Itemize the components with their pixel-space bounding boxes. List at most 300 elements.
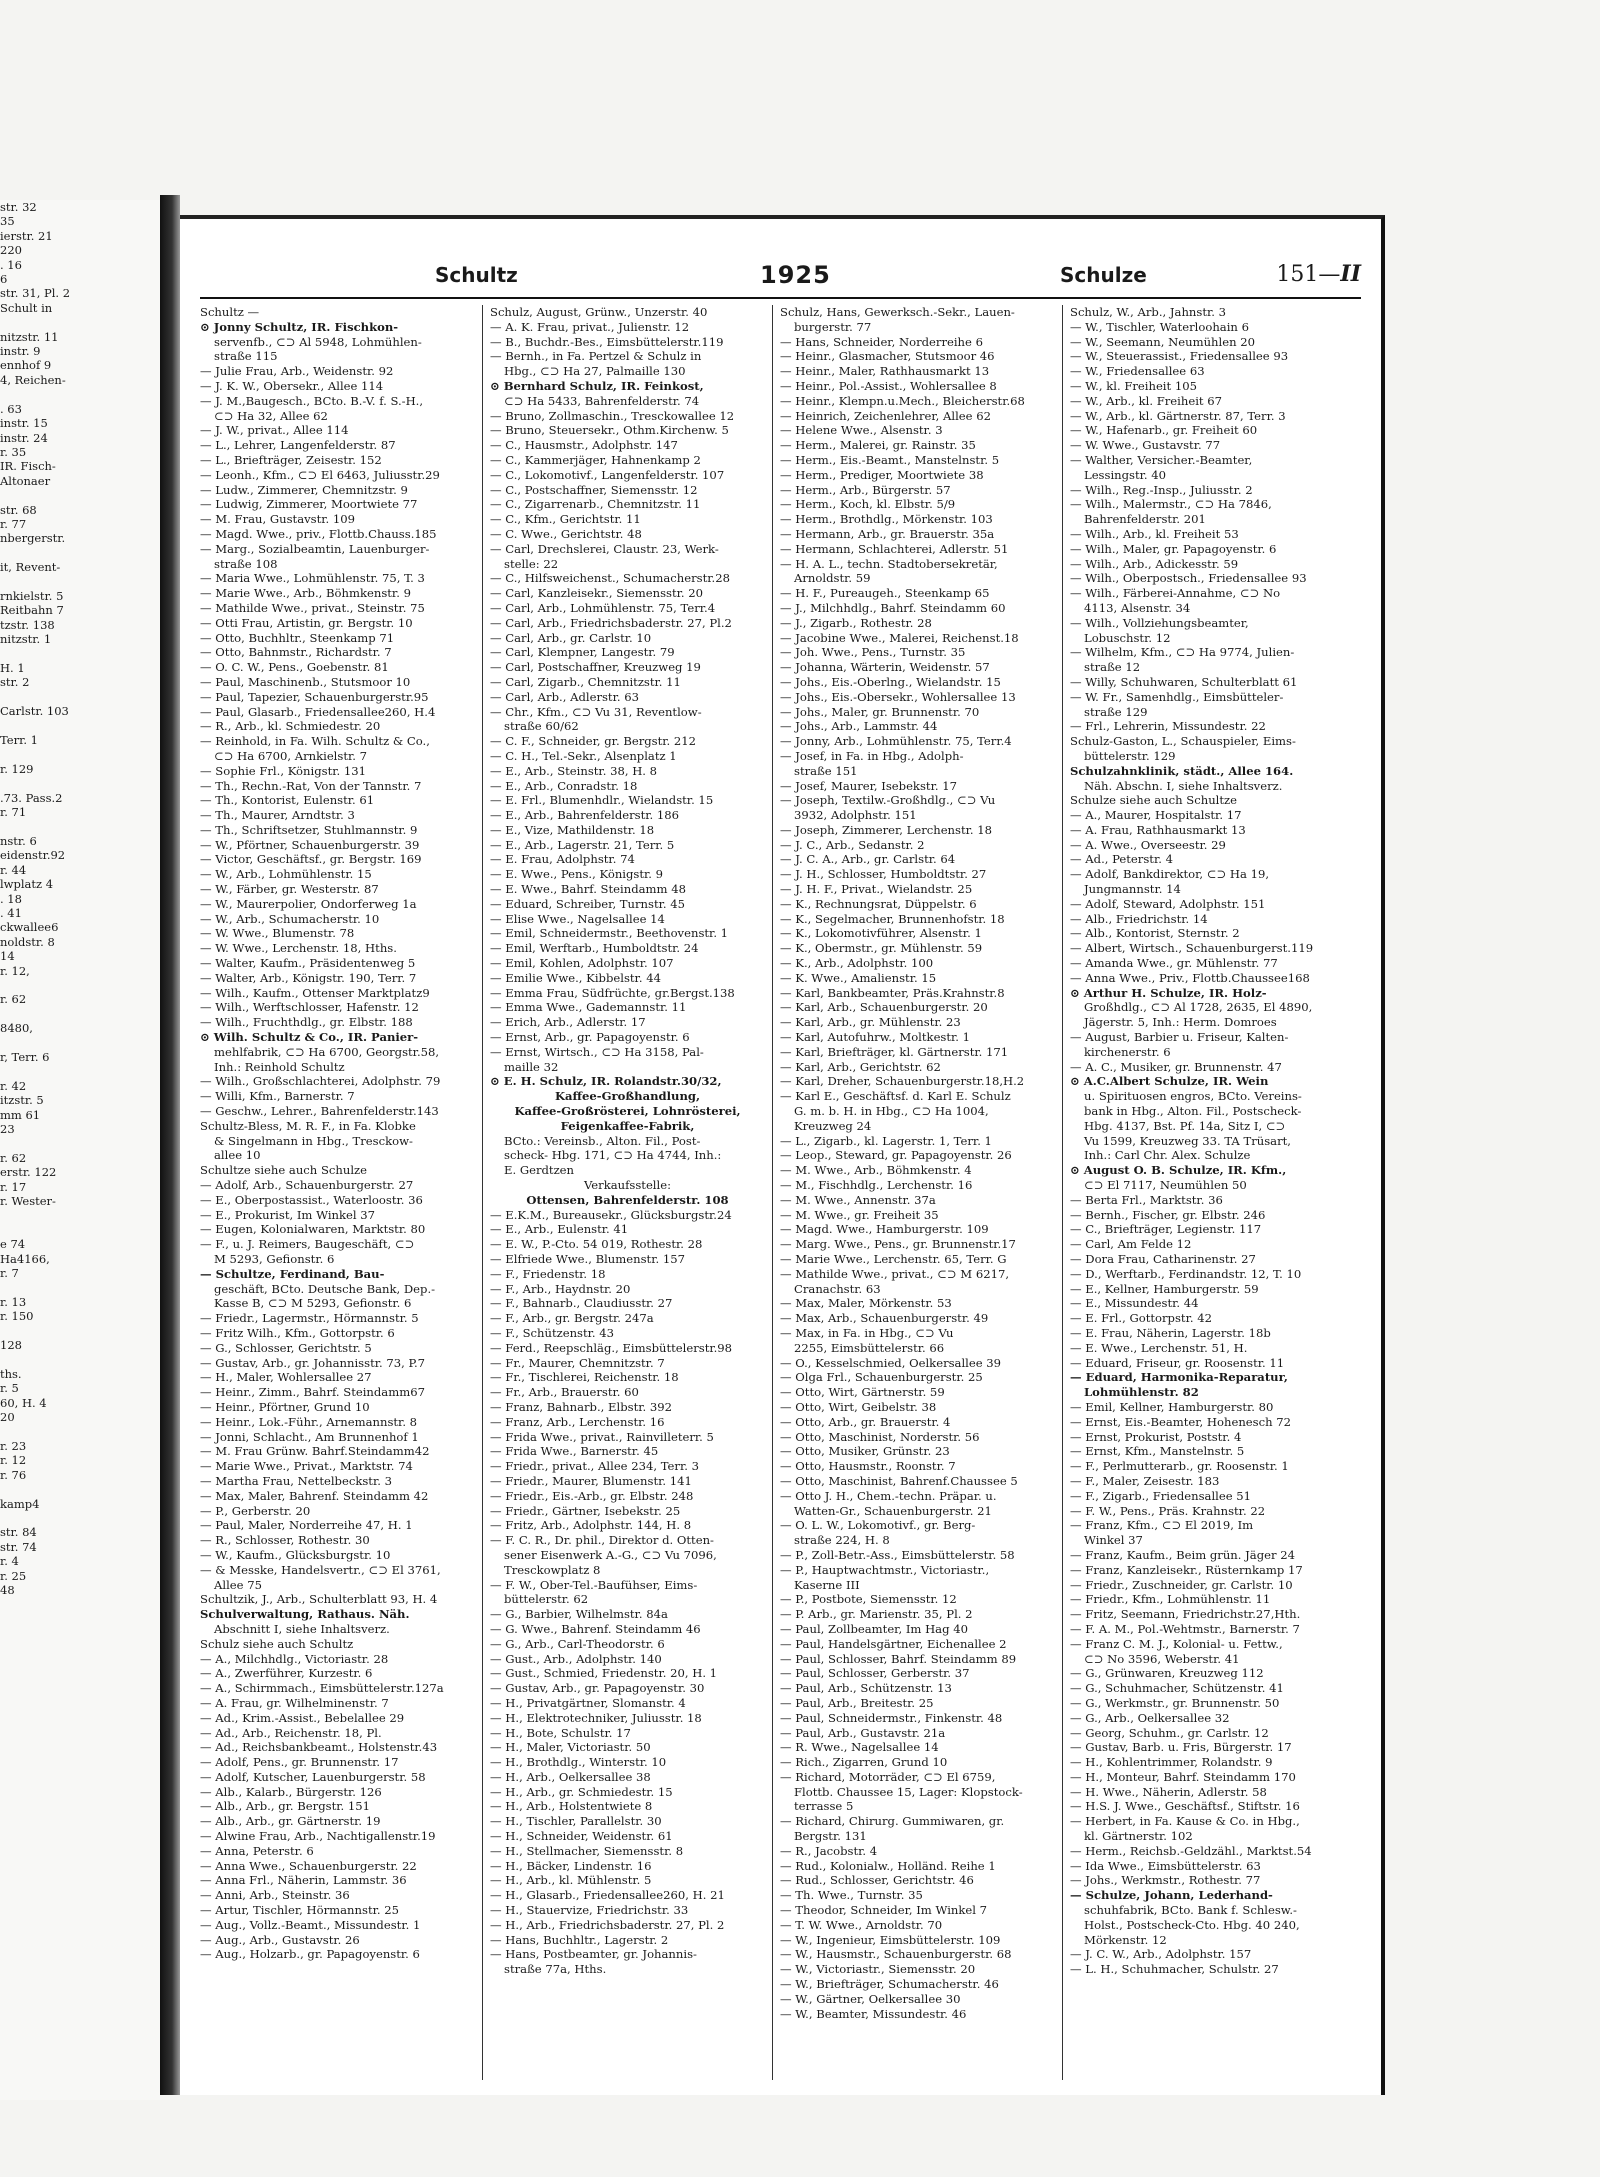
directory-entry: — Wilh., Werftschlosser, Hafenstr. 12 [200,1000,419,1015]
directory-entry: — M. Wwe., gr. Freiheit 35 [780,1207,939,1222]
directory-entry: allee 10 [214,1148,261,1163]
directory-entry: Kaffee-Großrösterei, Lohnrösterei, [514,1104,741,1119]
directory-entry: M 5293, Gefionstr. 6 [214,1252,335,1266]
directory-entry: — H., Arb., Oelkersallee 38 [490,1769,651,1784]
directory-entry: — Wilh., Oberpostsch., Friedensallee 93 [1070,571,1307,586]
directory-entry: — O. C. W., Pens., Goebenstr. 81 [200,660,389,675]
left-page-line: Altonaer [0,473,51,488]
directory-entry: — Joseph, Textilw.-Großhdlg., ⊂⊃ Vu [780,793,996,808]
directory-entry: sener Eisenwerk A.-G., ⊂⊃ Vu 7096, [504,1547,717,1562]
directory-entry: — Friedr., Lagermstr., Hörmannstr. 5 [200,1311,419,1326]
directory-entry: — G., Schlosser, Gerichtstr. 5 [200,1340,372,1355]
directory-entry: — Frida Wwe., privat., Rainvilleterr. 5 [490,1429,714,1444]
left-page-line: eidenstr.92 [0,848,66,863]
directory-entry: — Paul, Arb., Breitestr. 25 [780,1695,934,1710]
directory-entry: — T. W. Wwe., Arnoldstr. 70 [780,1917,943,1932]
directory-entry: Abschnitt I, siehe Inhaltsverz. [214,1621,390,1636]
directory-entry: — Friedr., Maurer, Blumenstr. 141 [490,1473,692,1488]
directory-entry: 4113, Alsenstr. 34 [1084,600,1191,615]
directory-entry: ⊙ E. H. Schulz, IR. Rolandstr.30/32, [490,1074,722,1089]
directory-entry: — Ida Wwe., Eimsbüttelerstr. 63 [1070,1858,1261,1873]
directory-entry: — Hermann, Arb., gr. Brauerstr. 35a [780,526,995,541]
directory-entry: — H. Wwe., Näherin, Adlerstr. 58 [1070,1784,1267,1799]
book-gutter [160,195,180,2095]
left-page-line: str. 32 [0,200,37,214]
directory-entry: — J., Milchhdlg., Bahrf. Steindamm 60 [780,600,1006,615]
left-page-line [0,1064,160,1078]
directory-entry: — C., Hausmstr., Adolphstr. 147 [490,438,678,453]
directory-entry: Näh. Abschn. I, siehe Inhaltsverz. [1084,778,1283,793]
directory-entry: — Carl, Drechslerei, Claustr. 23, Werk- [490,541,719,556]
directory-entry: — M., Fischhdlg., Lerchenstr. 16 [780,1178,973,1193]
directory-entry: — K., Segelmacher, Brunnenhofstr. 18 [780,911,1005,926]
left-page-line [0,387,160,401]
directory-entry: — August, Barbier u. Friseur, Kalten- [1070,1030,1289,1045]
directory-entry: — E., Arb., Bahrenfelderstr. 186 [490,808,680,823]
directory-entry: — Wilh., Arb., Adickesstr. 59 [1070,556,1239,571]
left-page-line: r. 62 [0,992,27,1007]
directory-entry: — R. Wwe., Nagelsallee 14 [780,1740,939,1755]
directory-entry: — W., Briefträger, Schumacherstr. 46 [780,1977,999,1992]
directory-entry: — Dora Frau, Catharinenstr. 27 [1070,1252,1256,1266]
directory-entry: — Wilh., Kaufm., Ottenser Marktplatz9 [200,985,430,1000]
directory-entry: — W., Hafenarb., gr. Freiheit 60 [1070,423,1258,438]
directory-entry: — E. Wwe., Lerchenstr. 51, H. [1070,1340,1248,1355]
directory-entry: — Mathilde Wwe., privat., ⊂⊃ M 6217, [780,1266,1010,1281]
directory-entry: — Heinr., Klempn.u.Mech., Bleicherstr.68 [780,393,1025,408]
left-page-line: r. 13 [0,1294,27,1309]
directory-entry: — Geschw., Lehrer., Bahrenfelderstr.143 [200,1104,439,1119]
directory-entry: — Frida Wwe., Barnerstr. 45 [490,1444,659,1459]
left-page-line: 4, Reichen- [0,372,66,387]
directory-entry: — Bruno, Steuersekr., Othm.Kirchenw. 5 [490,423,729,438]
directory-entry: Schulz, Hans, Gewerksch.-Sekr., Lauen- [780,305,1015,319]
directory-entry: — W., kl. Freiheit 105 [1070,378,1197,393]
left-page-line: r. 76 [0,1467,27,1482]
left-page-line [0,1280,160,1294]
directory-entry: — Carl, Arb., gr. Carlstr. 10 [490,630,652,645]
directory-entry: — Otto, Maschinist, Bahrenf.Chaussee 5 [780,1473,1018,1488]
directory-entry: — Ernst, Prokurist, Poststr. 4 [1070,1429,1242,1444]
directory-entry: — Paul, Maler, Norderreihe 47, H. 1 [200,1518,413,1533]
directory-entry: — Eduard, Friseur, gr. Roosenstr. 11 [1070,1355,1285,1370]
directory-entry: — Otto, Bahnmstr., Richardstr. 7 [200,645,392,660]
directory-entry: — E., Arb., Eulenstr. 41 [490,1222,629,1237]
directory-entry: & Singelmann in Hbg., Tresckow- [214,1133,413,1148]
directory-entry: — J. H. F., Privat., Wielandstr. 25 [780,882,973,897]
left-page-line: ths. [0,1366,22,1381]
directory-entry: — Johanna, Wärterin, Weidenstr. 57 [780,660,990,675]
directory-entry: — Johs., Eis.-Obersekr., Wohlersallee 13 [780,689,1016,704]
left-page-line [0,690,160,704]
directory-entry: straße 151 [794,763,858,778]
directory-entry: — Julie Frau, Arb., Weidenstr. 92 [200,364,394,379]
page-number: 151—II [1276,261,1361,287]
directory-entry: — Gustav, Arb., gr. Johannisstr. 73, P.7 [200,1355,426,1370]
directory-entry: Schulz, August, Grünw., Unzerstr. 40 [490,305,708,319]
adjacent-left-page [0,200,170,2100]
left-page-line: r. 12 [0,1453,27,1468]
directory-entry: — Johs., Maler, gr. Brunnenstr. 70 [780,704,980,719]
directory-entry: — Frl., Lehrerin, Missundestr. 22 [1070,719,1266,734]
directory-entry: Jägerstr. 5, Inh.: Herm. Domroes [1084,1015,1277,1030]
directory-entry: — Amanda Wwe., gr. Mühlenstr. 77 [1070,956,1278,971]
left-page-line: ckwallee6 [0,920,59,935]
directory-entry: — Eduard, Harmonika-Reparatur, [1070,1370,1288,1385]
directory-entry: — Paul, Schlosser, Bahrf. Steindamm 89 [780,1651,1017,1666]
directory-entry: — Paul, Maschinenb., Stutsmoor 10 [200,674,411,689]
left-page-line: r. Wester- [0,1194,56,1209]
directory-entry: — Rich., Zigarren, Grund 10 [780,1755,948,1770]
directory-entry: — Joseph, Zimmerer, Lerchenstr. 18 [780,822,993,837]
directory-entry: — Wilh., Fruchthdlg., gr. Elbstr. 188 [200,1015,413,1030]
directory-entry: — Fr., Arb., Brauerstr. 60 [490,1385,639,1400]
left-page-line: . 18 [0,891,22,906]
directory-entry: Schultze siehe auch Schulze [200,1163,367,1178]
directory-entry: — Anna Wwe., Priv., Flottb.Chaussee168 [1070,970,1310,985]
directory-entry: Schultz — [200,305,260,319]
left-page-line: instr. 15 [0,416,48,431]
left-page-line: noldstr. 8 [0,934,55,949]
directory-entry: Mörkenstr. 12 [1084,1932,1167,1947]
directory-entry: — M. Wwe., Annenstr. 37a [780,1192,936,1207]
directory-entry: — Heinr., Maler, Rathhausmarkt 13 [780,364,990,379]
directory-entry: — Gust., Arb., Adolphstr. 140 [490,1651,662,1666]
directory-entry: — E., Oberpostassist., Waterloostr. 36 [200,1192,423,1207]
directory-entry: kirchenerstr. 6 [1084,1044,1171,1059]
left-page-line [0,719,160,733]
directory-entry: — G., Grünwaren, Kreuzweg 112 [1070,1666,1264,1681]
directory-entry: — C., Kfm., Gerichtstr. 11 [490,512,641,527]
directory-entry: — H., Maler, Victoriastr. 50 [490,1740,651,1755]
directory-entry: — R., Schlosser, Rothestr. 30 [200,1533,370,1548]
directory-entry: Lohmühlenstr. 82 [1084,1385,1199,1400]
left-page-line: erstr. 122 [0,1165,57,1180]
directory-entry: — Franz, Bahnarb., Elbstr. 392 [490,1399,672,1414]
directory-entry: — Magd. Wwe., priv., Flottb.Chauss.185 [200,526,437,541]
left-page-line [0,1136,160,1150]
left-page-line: . 41 [0,905,22,920]
directory-entry: — Gustav, Barb. u. Fris, Bürgerstr. 17 [1070,1740,1292,1755]
directory-entry: — Adolf, Kutscher, Lauenburgerstr. 58 [200,1769,426,1784]
directory-entry: — C., Lokomotivf., Langenfelderstr. 107 [490,467,725,482]
directory-entry: — Wilhelm, Kfm., ⊂⊃ Ha 9774, Julien- [1070,645,1295,660]
left-page-line: 20 [0,1410,15,1425]
directory-entry: — W., Maurerpolier, Ondorferweg 1a [200,896,417,911]
directory-entry: — Mathilde Wwe., privat., Steinstr. 75 [200,600,425,615]
directory-entry: — M. Frau Grünw. Bahrf.Steindamm42 [200,1444,430,1459]
directory-entry: — F., Maler, Zeisestr. 183 [1070,1473,1220,1488]
directory-entry: — Anna Wwe., Schauenburgerstr. 22 [200,1858,417,1873]
directory-entry: — Ernst, Kfm., Manstelnstr. 5 [1070,1444,1245,1459]
directory-entry: ⊂⊃ El 7117, Neumühlen 50 [1084,1178,1247,1193]
directory-entry: — Alb., Arb., gr. Bergstr. 151 [200,1799,371,1814]
directory-entry: — A., Maurer, Hospitalstr. 17 [1070,808,1242,823]
directory-entry: maille 32 [504,1059,559,1074]
directory-entry: — Wilh., Färberei-Annahme, ⊂⊃ No [1070,586,1281,601]
directory-entry: — Jonny, Arb., Lohmühlenstr. 75, Terr.4 [780,734,1012,749]
directory-entry: — F., Perlmutterarb., gr. Roosenstr. 1 [1070,1459,1289,1474]
directory-entry: — Artur, Tischler, Hörmannstr. 25 [200,1903,399,1918]
directory-entry: — Emil, Kohlen, Adolphstr. 107 [490,956,674,971]
directory-entry: — Emma Frau, Südfrüchte, gr.Bergst.138 [490,985,735,1000]
directory-entry: — Max, in Fa. in Hbg., ⊂⊃ Vu [780,1325,954,1340]
directory-entry: — F. W., Ober-Tel.-Baufühser, Eims- [490,1577,698,1592]
left-page-line: nbergerstr. [0,531,66,546]
directory-entry: — E., Missundestr. 44 [1070,1296,1199,1311]
directory-entry: — F., Friedenstr. 18 [490,1266,606,1281]
directory-entry: — K., Rechnungsrat, Düppelstr. 6 [780,896,977,911]
left-page-line: ennhof 9 [0,358,52,373]
directory-entry: — Bernh., in Fa. Pertzel & Schulz in [490,349,702,364]
column-3 [780,305,1055,2080]
left-page-line: r. 4 [0,1554,19,1569]
directory-entry: Hbg., ⊂⊃ Ha 27, Palmaille 130 [504,364,686,379]
directory-entry: — H., Arb., Friedrichsbaderstr. 27, Pl. 2 [490,1917,725,1932]
directory-entry: Winkel 37 [1084,1533,1143,1548]
directory-entry: — Hans, Postbeamter, gr. Johannis- [490,1947,697,1962]
directory-entry: — Theodor, Schneider, Im Winkel 7 [780,1903,988,1918]
directory-entry: — W., Gärtner, Oelkersallee 30 [780,1991,961,2006]
left-page-line: r. 150 [0,1309,34,1324]
left-page-line [0,647,160,661]
directory-entry: — Schultze, Ferdinand, Bau- [200,1266,385,1281]
directory-entry: — A. Wwe., Overseestr. 29 [1070,837,1226,852]
directory-entry: — A., Milchhdlg., Victoriastr. 28 [200,1651,389,1666]
directory-entry: mehlfabrik, ⊂⊃ Ha 6700, Georgstr.58, [214,1044,440,1059]
directory-entry: ⊂⊃ No 3596, Weberstr. 41 [1084,1651,1240,1666]
directory-entry: — Th., Rechn.-Rat, Von der Tannstr. 7 [200,778,422,793]
directory-entry: — Wilh., Arb., kl. Freiheit 53 [1070,526,1239,541]
directory-entry: — Richard, Motorräder, ⊂⊃ El 6759, [780,1769,996,1784]
directory-entry: — W., Friedensallee 63 [1070,364,1205,379]
left-page-line [0,488,160,502]
directory-entry: — Josef, in Fa. in Hbg., Adolph- [780,748,964,763]
directory-entry: — H., Elektrotechniker, Juliusstr. 18 [490,1710,702,1725]
directory-entry: — E., Arb., Conradstr. 18 [490,778,638,793]
left-page-line: instr. 9 [0,344,41,359]
directory-entry: — A., Schirmmach., Eimsbüttelerstr.127a [200,1681,444,1696]
directory-entry: — Bruno, Zollmaschin., Tresckowallee 12 [490,408,735,423]
directory-entry: — Carl, Arb., Adlerstr. 63 [490,689,639,704]
directory-entry: straße 77a, Hths. [504,1962,607,1977]
directory-entry: — Karl, Bankbeamter, Präs.Krahnstr.8 [780,985,1005,1000]
directory-entry: — Fr., Maurer, Chemnitzstr. 7 [490,1355,665,1370]
directory-entry: — Emil, Schneidermstr., Beethovenstr. 1 [490,926,729,941]
directory-entry: — Franz, Kanzleisekr., Rüsternkamp 17 [1070,1562,1303,1577]
left-page-line: 60, H. 4 [0,1395,47,1410]
directory-entry: — P., Gerberstr. 20 [200,1503,311,1518]
column-rule [482,305,483,2080]
directory-entry: — Heinr., Glasmacher, Stutsmoor 46 [780,349,995,364]
directory-entry: — F., Bahnarb., Claudiusstr. 27 [490,1296,673,1311]
directory-entry: — Ad., Reichsbankbeamt., Holstenstr.43 [200,1740,438,1755]
directory-entry: ⊂⊃ Ha 5433, Bahrenfelderstr. 74 [504,393,700,408]
directory-entry: Kaserne III [794,1577,860,1592]
running-head-left: Schultz [435,263,518,287]
left-page-line: itzstr. 5 [0,1093,44,1108]
directory-entry: — W., Kaufm., Glücksburgstr. 10 [200,1547,391,1562]
directory-entry: — Leonh., Kfm., ⊂⊃ El 6463, Juliusstr.29 [200,467,440,482]
directory-entry: — W., Arb., kl. Gärtnerstr. 87, Terr. 3 [1070,408,1286,423]
left-page-line: nitzstr. 1 [0,632,52,647]
directory-entry: — L. H., Schuhmacher, Schulstr. 27 [1070,1962,1279,1977]
directory-entry: straße 115 [214,349,278,364]
directory-entry: — Otto, Maschinist, Norderstr. 56 [780,1429,980,1444]
left-page-line [0,1324,160,1338]
directory-entry: — C., Hilfsweichenst., Schumacherstr.28 [490,571,730,586]
left-page-line: Ha4166, [0,1251,50,1266]
left-page-line: r. 25 [0,1568,27,1583]
directory-entry: — R., Arb., kl. Schmiedestr. 20 [200,719,381,734]
directory-entry: — Carl, Am Felde 12 [1070,1237,1192,1252]
left-page-line: r. 62 [0,1150,27,1165]
directory-entry: terrasse 5 [794,1799,854,1814]
directory-entry: — Friedr., Gärtner, Isebekstr. 25 [490,1503,681,1518]
directory-entry: — Max, Arb., Schauenburgerstr. 49 [780,1311,989,1326]
directory-entry: — Herm., Arb., Bürgerstr. 57 [780,482,951,497]
directory-entry: Allee 75 [214,1577,262,1592]
directory-entry: schuhfabrik, BCto. Bank f. Schlesw.- [1084,1903,1297,1918]
directory-entry: — Olga Frl., Schauenburgerstr. 25 [780,1370,983,1385]
directory-entry: — W. Wwe., Blumenstr. 78 [200,926,355,941]
left-page-line: .73. Pass.2 [0,790,63,805]
directory-entry: — Adolf, Arb., Schauenburgerstr. 27 [200,1178,414,1193]
left-page-line: . 16 [0,257,22,272]
directory-entry: — Karl, Briefträger, kl. Gärtnerstr. 171 [780,1044,1009,1059]
directory-entry: — Johs., Werkmstr., Rothestr. 77 [1070,1873,1261,1888]
directory-entry: — Paul, Zollbeamter, Im Hag 40 [780,1621,968,1636]
left-page-line: str. 68 [0,502,37,517]
left-page-line: r. 44 [0,862,27,877]
left-page-line: str. 84 [0,1525,37,1540]
directory-entry: — Willy, Schuhwaren, Schulterblatt 61 [1070,674,1298,689]
directory-entry: — Adolf, Bankdirektor, ⊂⊃ Ha 19, [1070,867,1270,882]
directory-entry: ⊂⊃ Ha 32, Allee 62 [214,408,328,423]
directory-entry: — Carl, Arb., Friedrichsbaderstr. 27, Pl.2 [490,615,732,630]
directory-entry: — Johs., Eis.-Oberlng., Wielandstr. 15 [780,674,1001,689]
directory-entry: — Th., Kontorist, Eulenstr. 61 [200,793,375,808]
directory-entry: — Walter, Arb., Königstr. 190, Terr. 7 [200,970,417,985]
directory-entry: Ottensen, Bahrenfelderstr. 108 [526,1192,729,1207]
directory-entry: — Maria Wwe., Lohmühlenstr. 75, T. 3 [200,571,425,586]
left-page-line [0,1353,160,1367]
directory-entry: — C. Wwe., Gerichtstr. 48 [490,526,642,541]
directory-entry: — G., Schuhmacher, Schützenstr. 41 [1070,1681,1284,1696]
directory-entry: — Willi, Kfm., Barnerstr. 7 [200,1089,355,1104]
left-page-line: r. 23 [0,1438,27,1453]
column-rule [772,305,773,2080]
directory-entry: — Gust., Schmied, Friedenstr. 20, H. 1 [490,1666,718,1681]
directory-entry: — W., Pförtner, Schauenburgerstr. 39 [200,837,420,852]
directory-entry: — Carl, Kanzleisekr., Siemensstr. 20 [490,586,704,601]
directory-entry: Großhdlg., ⊂⊃ Al 1728, 2635, El 4890, [1084,1000,1313,1015]
directory-entry: 3932, Adolphstr. 151 [794,808,917,823]
directory-entry: — Franz C. M. J., Kolonial- u. Fettw., [1070,1636,1283,1651]
directory-entry: — J. C. W., Arb., Adolphstr. 157 [1070,1947,1252,1962]
directory-entry: — W. Wwe., Lerchenstr. 18, Hths. [200,941,397,956]
directory-entry: — A., Zwerführer, Kurzestr. 6 [200,1666,373,1681]
left-page-line: Schult in [0,300,53,315]
left-page-line: kamp4 [0,1496,40,1511]
left-page-line: r. 77 [0,516,27,531]
directory-entry: Feigenkaffee-Fabrik, [560,1118,695,1133]
page-header [200,257,1361,299]
directory-entry: E. Gerdtzen [504,1163,575,1178]
directory-entry: — H., Kohlentrimmer, Rolandstr. 9 [1070,1755,1273,1770]
directory-entry: — Otto J. H., Chem.-techn. Präpar. u. [780,1488,997,1503]
directory-entry: — Wilh., Maler, gr. Papagoyenstr. 6 [1070,541,1277,556]
directory-entry: — G., Arb., Oelkersallee 32 [1070,1710,1230,1725]
left-page-line: r. 7 [0,1266,19,1281]
left-page-line [0,315,160,329]
directory-entry: — Paul, Arb., Gustavstr. 21a [780,1725,946,1740]
directory-entry: — Ad., Peterstr. 4 [1070,852,1173,867]
directory-entry: Schulverwaltung, Rathaus. Näh. [200,1607,410,1622]
running-head-right: Schulze [1060,263,1147,287]
directory-entry: burgerstr. 77 [794,319,872,334]
left-page-line: str. 2 [0,675,30,690]
directory-entry: straße 60/62 [504,719,579,734]
directory-entry: straße 129 [1084,704,1148,719]
left-page-line [0,575,160,589]
directory-entry: — C., Kammerjäger, Hahnenkamp 2 [490,452,701,467]
left-page-line: r. 5 [0,1381,19,1396]
directory-entry: — F., Zigarb., Friedensallee 51 [1070,1488,1252,1503]
directory-entry: — Fritz, Seemann, Friedrichstr.27,Hth. [1070,1607,1301,1622]
directory-entry: — Marie Wwe., Arb., Böhmkenstr. 9 [200,586,411,601]
directory-entry: — J. W., privat., Allee 114 [200,423,349,438]
left-page-line: nstr. 6 [0,833,37,848]
directory-entry: ⊙ Bernhard Schulz, IR. Feinkost, [490,378,704,393]
left-page-line [0,1482,160,1496]
directory-entry: — Otto, Wirt, Geibelstr. 38 [780,1399,937,1414]
directory-entry: geschäft, BCto. Deutsche Bank, Dep.- [214,1281,436,1296]
directory-entry: — Joh. Wwe., Pens., Turnstr. 35 [780,645,966,660]
directory-entry: — L., Zigarb., kl. Lagerstr. 1, Terr. 1 [780,1133,992,1148]
directory-entry: — E., Prokurist, Im Winkel 37 [200,1207,376,1222]
directory-entry: — Otto, Wirt, Gärtnerstr. 59 [780,1385,945,1400]
directory-entry: — J. C., Arb., Sedanstr. 2 [780,837,925,852]
directory-entry: — Rud., Schlosser, Gerichtstr. 46 [780,1873,974,1888]
directory-entry: — Max, Maler, Bahrenf. Steindamm 42 [200,1488,429,1503]
directory-entry: — K., Obermstr., gr. Mühlenstr. 59 [780,941,983,956]
directory-entry: — Ernst, Eis.-Beamter, Hohenesch 72 [1070,1414,1291,1429]
directory-entry: — Wilh., Reg.-Insp., Juliusstr. 2 [1070,482,1253,497]
directory-entry: — W. Fr., Samenhdlg., Eimsbütteler- [1070,689,1284,704]
directory-entry: Kreuzweg 24 [794,1118,872,1133]
directory-entry: — P., Postbote, Siemensstr. 12 [780,1592,957,1607]
directory-entry: ⊙ Arthur H. Schulze, IR. Holz- [1070,985,1267,1000]
directory-entry: — Anna, Peterstr. 6 [200,1843,314,1858]
directory-entry: — W. Wwe., Gustavstr. 77 [1070,438,1221,453]
directory-entry: — Ernst, Arb., gr. Papagoyenstr. 6 [490,1030,690,1045]
directory-entry: — Heinrich, Zeichenlehrer, Allee 62 [780,408,991,423]
left-page-line: e 74 [0,1237,26,1252]
directory-entry: kl. Gärtnerstr. 102 [1084,1829,1193,1844]
directory-entry: — Berta Frl., Marktstr. 36 [1070,1192,1223,1207]
directory-entry: — Ad., Arb., Reichenstr. 18, Pl. [200,1725,382,1740]
left-page-line [0,546,160,560]
directory-entry: Bergstr. 131 [794,1829,867,1844]
directory-entry: — E.K.M., Bureausekr., Glücksburgstr.24 [490,1207,732,1222]
directory-entry: — Aug., Holzarb., gr. Papagoyenstr. 6 [200,1947,420,1962]
directory-entry: — Emma Wwe., Gademannstr. 11 [490,1000,687,1015]
directory-entry: servenfb., ⊂⊃ Al 5948, Lohmühlen- [214,334,422,349]
directory-entry: Watten-Gr., Schauenburgerstr. 21 [794,1503,992,1518]
directory-entry: — Friedr., Zuschneider, gr. Carlstr. 10 [1070,1577,1293,1592]
directory-entry: — A. C., Musiker, gr. Brunnenstr. 47 [1070,1059,1282,1074]
